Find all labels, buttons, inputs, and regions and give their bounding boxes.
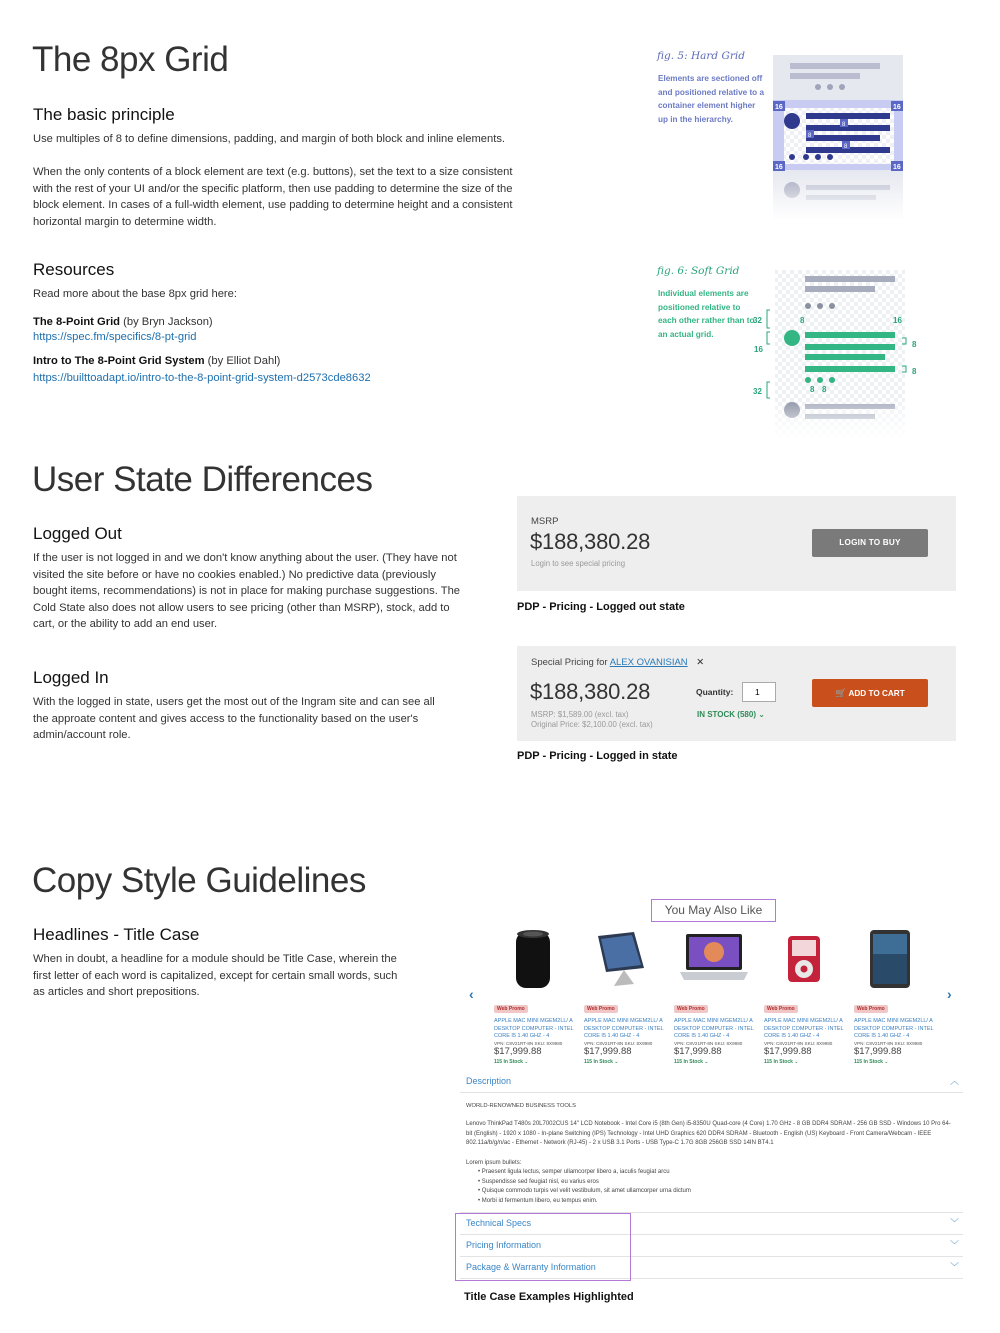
quantity-label: Quantity:	[696, 687, 734, 697]
lorem-intro: Lorem ipsum bullets:	[466, 1160, 522, 1166]
resource-1-author: (by Bryn Jackson)	[120, 316, 213, 328]
logged-in-text: With the logged in state, users get the most out of the Ingram site and can see all the approate content and gives access to the functionality based on the user's admin/account role.	[33, 696, 435, 742]
chevron-down-icon: ⌄	[794, 1058, 799, 1065]
chevron-down-icon: ⌄	[614, 1058, 619, 1065]
cart-icon: 🛒	[835, 688, 847, 698]
product-stock[interactable]	[764, 1059, 846, 1065]
quantity-input[interactable]	[742, 682, 776, 702]
product-name[interactable]: APPLE MAC MINI MGEM2LL/ A DESKTOP COMPUTER - INTEL CORE I5 1.40 GHZ - 4	[854, 1018, 934, 1039]
basic-principle-p2: When the only contents of a block element are text (e.g. buttons), set the text to a size consistent with the rest of your UI and/or the specific platform, then use padding to determine the size of the block element. In cases of a full-width element, use padding to determine height and a consistent horizontal margin to determine width.	[33, 166, 513, 228]
soft-grid-illustration	[750, 270, 925, 440]
chevron-down-icon: ⌄	[704, 1058, 709, 1065]
copy-style-title: Copy Style Guidelines	[32, 861, 366, 900]
logged-out-heading: Logged Out	[33, 524, 122, 543]
product-meta: VPN: C8V21RT-8N SKU: 8X9980	[854, 1040, 923, 1046]
resource-2-author: (by Elliot Dahl)	[204, 355, 281, 367]
resource-2	[33, 353, 280, 370]
login-to-buy-button[interactable]: LOGIN TO BUY	[812, 529, 928, 557]
product-card[interactable]	[764, 926, 846, 1065]
product-meta: VPN: C8V21RT-8N SKU: 8X9980	[674, 1040, 743, 1046]
web-promo-badge: Web Promo	[764, 1005, 798, 1013]
resource-2-link[interactable]: https://builttoadapt.io/intro-to-the-8-point-grid-system-d2573cde8632	[33, 372, 371, 384]
product-stock[interactable]	[494, 1059, 576, 1065]
chevron-down-icon[interactable]: ﹀	[950, 1240, 960, 1250]
logged-in-heading: Logged In	[33, 668, 109, 687]
chevron-down-icon: ⌄	[524, 1058, 529, 1065]
resource-2-title: Intro to The 8-Point Grid System	[33, 355, 205, 367]
product-carousel	[494, 926, 944, 1066]
web-promo-badge: Web Promo	[494, 1005, 528, 1013]
product-stock[interactable]	[674, 1059, 756, 1065]
product-name[interactable]: APPLE MAC MINI MGEM2LL/ A DESKTOP COMPUTER - INTEL CORE I5 1.40 GHZ - 4	[674, 1018, 754, 1039]
product-name[interactable]: APPLE MAC MINI MGEM2LL/ A DESKTOP COMPUTER - INTEL CORE I5 1.40 GHZ - 4	[584, 1018, 664, 1039]
product-card[interactable]	[674, 926, 756, 1065]
ipod-icon	[764, 926, 846, 992]
divider	[460, 1092, 963, 1093]
chevron-down-icon: ⌄	[884, 1058, 889, 1065]
resource-1-title: The 8-Point Grid	[33, 316, 121, 328]
close-icon[interactable]: ✕	[696, 657, 705, 668]
resources-intro: Read more about the base 8px grid here:	[33, 288, 237, 300]
pricing-logged-in-panel	[517, 646, 956, 741]
fig6-label-8c: 8	[912, 367, 917, 376]
list-item: • Praesent ligula lectus, semper ullamcorper libero a, iaculis feugiat arcu	[478, 1169, 670, 1175]
resource-1	[33, 314, 213, 331]
chevron-down-icon[interactable]: ﹀	[950, 1218, 960, 1228]
msrp-note: MSRP: $1,589.00 (excl. tax)	[531, 710, 629, 719]
headlines-text: When in doubt, a headline for a module should be Title Case, wherein the first letter of each word is capitalized, except for certain small words, such as articles and short prepositions.	[33, 953, 398, 999]
ipad-icon	[854, 926, 936, 992]
title-case-highlight	[455, 1213, 631, 1281]
grid-title: The 8px Grid	[32, 40, 229, 79]
fig6-label-8b: 8	[912, 340, 917, 349]
fig6-label-16b: 16	[754, 345, 763, 354]
product-price: $17,999.88	[854, 1045, 902, 1057]
pricing-information-tab[interactable]: Pricing Information	[466, 1240, 542, 1250]
carousel-next-icon[interactable]: ›	[947, 986, 952, 1002]
special-pricing-row	[531, 657, 704, 668]
fig5-text: Elements are sectioned off and positioned relative to a container element higher up in the hierarchy.	[658, 74, 765, 124]
web-promo-badge: Web Promo	[674, 1005, 708, 1013]
list-item: • Morbi id fermentum libero, eu tempus enim.	[478, 1197, 598, 1204]
technical-specs-tab[interactable]: Technical Specs	[466, 1218, 532, 1228]
special-pricing-user-link[interactable]: ALEX OVANISIAN	[609, 657, 688, 668]
logged-out-text: If the user is not logged in and we don't know anything about the user. (They have not visited the site before or have no cookies enabled.) No predictive data (previously bought items, recommendations) is not in place for making purchase suggestions. The Cold State also does not allow users to see pricing (other than MSRP), stock, add to cart, or the ability to add an end user.	[33, 552, 461, 631]
bullet-list	[478, 1168, 691, 1206]
add-to-cart-button[interactable]	[812, 679, 928, 707]
product-meta: VPN: C8V21RT-8N SKU: 8X9980	[764, 1040, 833, 1046]
basic-principle-heading: The basic principle	[33, 105, 175, 124]
hard-grid-illustration	[770, 55, 908, 220]
logged-out-caption: PDP - Pricing - Logged out state	[517, 601, 685, 613]
product-stock-label: 115 In Stock	[494, 1058, 523, 1065]
special-price: $188,380.28	[530, 679, 651, 704]
user-state-title: User State Differences	[32, 460, 373, 499]
product-meta: VPN: C8V21RT-8N SKU: 8X9980	[494, 1040, 563, 1046]
chevron-down-icon: ⌄	[758, 710, 765, 719]
product-stock[interactable]	[584, 1059, 666, 1065]
original-price-note: Original Price: $2,100.00 (excl. tax)	[531, 720, 653, 729]
basic-principle-p1: Use multiples of 8 to define dimensions, padding, and margin of both block and inline elements.	[33, 133, 506, 145]
list-item: • Suspendisse sed feugiat nisl, eu varius eros	[478, 1178, 599, 1185]
fig6-label-32a: 32	[753, 316, 762, 325]
description-heading: WORLD-RENOWNED BUSINESS TOOLS	[466, 1103, 576, 1109]
fig6-label-32b: 32	[753, 387, 762, 396]
product-card[interactable]	[584, 926, 666, 1065]
web-promo-badge: Web Promo	[854, 1005, 888, 1013]
product-price: $17,999.88	[764, 1045, 812, 1057]
msrp-label: MSRP	[531, 516, 559, 527]
special-pricing-label: Special Pricing for	[531, 657, 610, 668]
login-note: Login to see special pricing	[531, 559, 626, 568]
chevron-up-icon[interactable]: ︿	[950, 1076, 960, 1086]
fig5-title: fig. 5: Hard Grid	[657, 50, 745, 62]
product-stock-label: 115 In Stock	[854, 1058, 883, 1065]
description-body: Lenovo ThinkPad T480s 20L7002CUS 14" LCD Notebook - Intel Core i5 (8th Gen) i5-8350U Quad-core (4 Core) 1.70 GHz - 8 GB DDR4 SDRAM - 256 GB SSD - Windows 10 Pro 64-bit (English) - 1920 x 1080 - In-plane Switching (IPS) Technology - Intel UHD Graphics 620 DDR4 SDRAM - Bluetooth - English (US) Keyboard - Front Camera/Webcam - IEEE 802.11a/b/g/n/ac - Ethernet - Network (RJ-45) - 2 x USB 3.1 Ports - USB Type-C 1.7G 8GB 256GB SSD 14IN BT4.1	[466, 1121, 951, 1146]
resource-1-link[interactable]: https://spec.fm/specifics/8-pt-grid	[33, 331, 197, 343]
chevron-down-icon[interactable]: ﹀	[950, 1262, 960, 1272]
stock-status[interactable]	[697, 710, 765, 719]
fig6-text: Individual elements are positioned relative to each other rather than to an actual grid.	[658, 289, 755, 339]
product-price: $17,999.88	[674, 1045, 722, 1057]
product-stock-label: 115 In Stock	[584, 1058, 613, 1065]
title-case-caption: Title Case Examples Highlighted	[464, 1291, 634, 1303]
product-meta: VPN: C8V21RT-8N SKU: 8X9980	[584, 1040, 653, 1046]
product-name[interactable]: APPLE MAC MINI MGEM2LL/ A DESKTOP COMPUTER - INTEL CORE I5 1.40 GHZ - 4	[764, 1018, 844, 1039]
product-card[interactable]	[854, 926, 936, 1065]
mac-pro-icon	[494, 926, 576, 992]
pricing-logged-out-panel	[517, 496, 956, 591]
list-item: • Quisque commodo turpis vel velit vestibulum, sit amet ullamcorper urna dictum	[478, 1188, 691, 1194]
product-price: $17,999.88	[584, 1045, 632, 1057]
description-tab[interactable]: Description	[466, 1076, 512, 1086]
imac-icon	[584, 926, 666, 992]
macbook-icon	[674, 926, 756, 992]
you-may-also-like-heading: You May Also Like	[651, 899, 776, 922]
product-stock-label: 115 In Stock	[674, 1058, 703, 1065]
product-stock[interactable]	[854, 1059, 936, 1065]
product-stock-label: 115 In Stock	[764, 1058, 793, 1065]
product-name[interactable]: APPLE MAC MINI MGEM2LL/ A DESKTOP COMPUTER - INTEL CORE I5 1.40 GHZ - 4	[494, 1018, 574, 1039]
fig6-title: fig. 6: Soft Grid	[657, 265, 740, 277]
headlines-heading: Headlines - Title Case	[33, 925, 200, 944]
product-card[interactable]	[494, 926, 576, 1065]
logged-in-caption: PDP - Pricing - Logged in state	[517, 750, 678, 762]
package-warranty-tab[interactable]: Package & Warranty Information	[466, 1262, 596, 1272]
resources-heading: Resources	[33, 260, 115, 279]
web-promo-badge: Web Promo	[584, 1005, 618, 1013]
stock-status-label: IN STOCK (580)	[697, 710, 756, 719]
product-price: $17,999.88	[494, 1045, 542, 1057]
add-to-cart-label: ADD TO CART	[848, 689, 905, 698]
msrp-price: $188,380.28	[530, 529, 651, 554]
carousel-prev-icon[interactable]: ‹	[469, 986, 474, 1002]
